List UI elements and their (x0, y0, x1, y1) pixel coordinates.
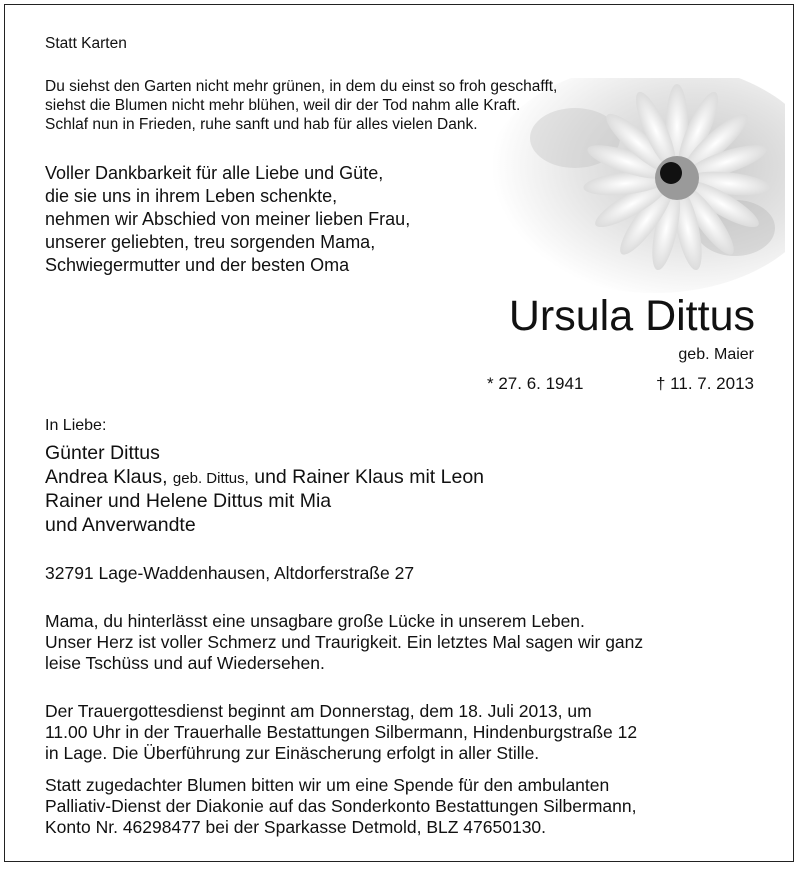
birth-name: geb. Maier (678, 346, 754, 363)
message-line: leise Tschüss und auf Wiedersehen. (45, 653, 325, 673)
family-name: und Rainer Klaus mit Leon (254, 466, 485, 488)
intro-line: unserer geliebten, treu sorgenden Mama, (45, 232, 376, 252)
service-line: in Lage. Die Überführung zur Einäscherung erfolgt in aller Stille. (45, 743, 540, 763)
message-line: Unser Herz ist voller Schmerz und Traurigkeit. Ein letztes Mal sagen wir ganz (45, 632, 644, 652)
address: 32791 Lage-Waddenhausen, Altdorferstraße 27 (45, 563, 415, 583)
family-name: Andrea Klaus, (45, 466, 168, 488)
family-line: Günter Dittus (45, 442, 160, 464)
poem-line: siehst die Blumen nicht mehr blühen, weil dir der Tod nahm alle Kraft. (45, 97, 521, 114)
poem-line: Du siehst den Garten nicht mehr grünen, in dem du einst so froh geschafft, (45, 78, 558, 95)
birth-date: * 27. 6. 1941 (487, 374, 584, 393)
family-line (45, 465, 484, 491)
intro-line: Voller Dankbarkeit für alle Liebe und Güte, (45, 163, 384, 183)
deceased-name: Ursula Dittus (508, 292, 755, 340)
poem-line: Schlaf nun in Frieden, ruhe sanft und hab für alles vielen Dank. (45, 116, 478, 133)
message-line: Mama, du hinterlässt eine unsagbare große Lücke in unserem Leben. (45, 611, 585, 631)
service-line: Der Trauergottesdienst beginnt am Donnerstag, dem 18. Juli 2013, um (45, 701, 592, 721)
intro-line: Schwiegermutter und der besten Oma (45, 255, 350, 275)
donation-line: Statt zugedachter Blumen bitten wir um eine Spende für den ambulanten (45, 775, 610, 795)
intro-line: die sie uns in ihrem Leben schenkte, (45, 186, 338, 206)
service-line: 11.00 Uhr in der Trauerhalle Bestattungen Silbermann, Hindenburgstraße 12 (45, 722, 638, 742)
maiden-name: geb. Dittus, (172, 470, 249, 487)
death-date: † 11. 7. 2013 (656, 374, 754, 393)
family-heading: In Liebe: (45, 417, 107, 434)
donation-line: Konto Nr. 46298477 bei der Sparkasse Detmold, BLZ 47650130. (45, 817, 547, 837)
donation-line: Palliativ-Dienst der Diakonie auf das Sonderkonto Bestattungen Silbermann, (45, 796, 637, 816)
statt-karten-label: Statt Karten (45, 35, 127, 52)
family-line: Rainer und Helene Dittus mit Mia (45, 490, 332, 512)
intro-line: nehmen wir Abschied von meiner lieben Frau, (45, 209, 411, 229)
family-line: und Anverwandte (45, 514, 196, 536)
